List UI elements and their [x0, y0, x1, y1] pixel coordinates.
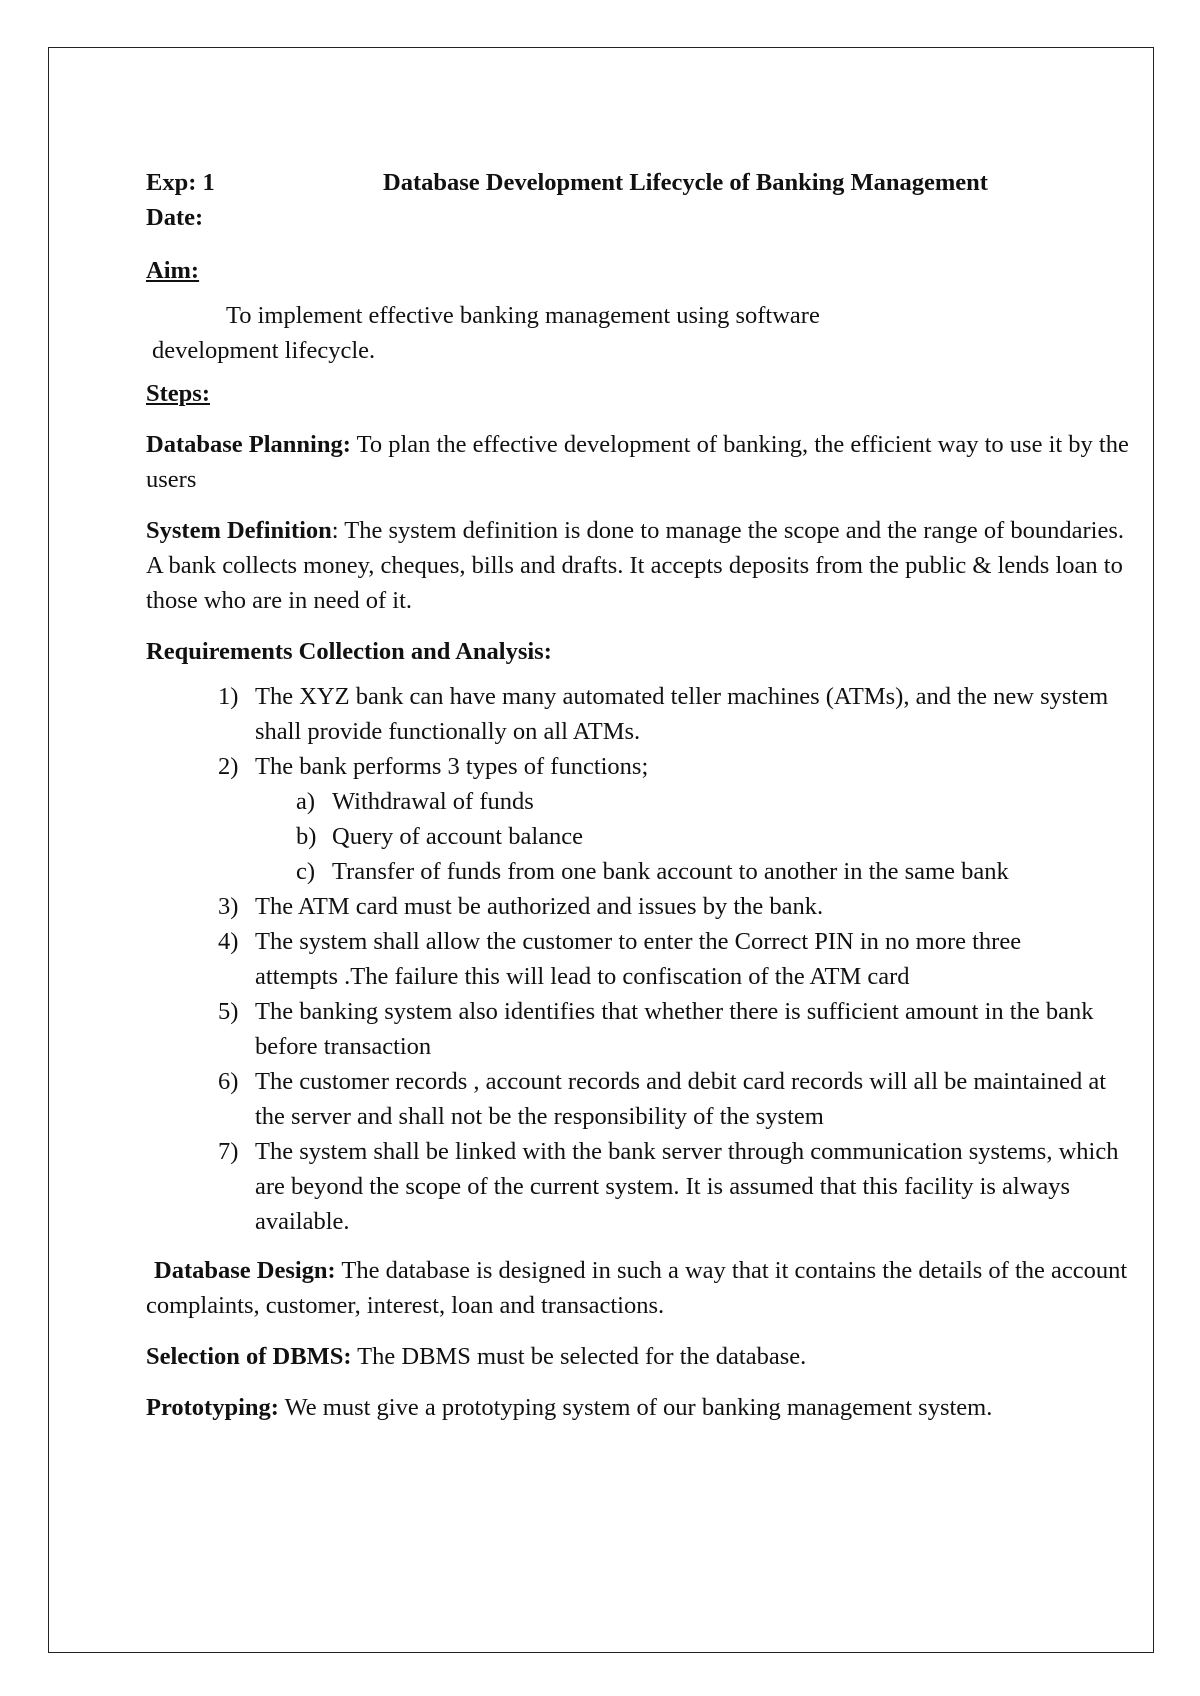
sublist-item-letter: b) — [296, 823, 317, 850]
sublist-item-text: Query of account balance — [332, 823, 583, 850]
sublist-item-text: Withdrawal of funds — [332, 788, 534, 815]
requirements-list — [146, 679, 1136, 1239]
system-definition-label: System Definition — [146, 517, 332, 544]
aim-text — [146, 298, 946, 368]
list-item-number: 1) — [218, 683, 239, 710]
aim-line-1: To implement effective banking management using software — [226, 302, 820, 329]
document-body — [146, 165, 1136, 1425]
sublist-item — [255, 819, 1136, 854]
database-design-label: Database Design: — [154, 1257, 336, 1284]
list-item-number: 4) — [218, 928, 239, 955]
list-item-text: The customer records , account records and debit card records will all be maintained at the server and shall not be the responsibility of the system — [255, 1068, 1107, 1130]
list-item-text: The ATM card must be authorized and issues by the bank. — [255, 893, 824, 920]
dbms-selection-paragraph — [146, 1339, 1136, 1374]
sublist-item-letter: a) — [296, 788, 316, 815]
list-item-number: 6) — [218, 1068, 239, 1095]
sublist-item — [255, 784, 1136, 819]
sublist-item-text: Transfer of funds from one bank account to another in the same bank — [332, 858, 1009, 885]
experiment-header — [146, 165, 1136, 200]
prototyping-text: We must give a prototyping system of our banking management system. — [278, 1394, 993, 1421]
dbms-selection-label: Selection of DBMS: — [146, 1343, 352, 1370]
database-planning-label: Database Planning: — [146, 431, 351, 458]
list-item — [146, 1064, 1136, 1134]
steps-heading: Steps: — [146, 380, 210, 407]
list-item-number: 3) — [218, 893, 239, 920]
date-label: Date: — [146, 204, 204, 231]
aim-heading: Aim: — [146, 257, 200, 284]
dbms-selection-text: The DBMS must be selected for the database. — [351, 1343, 807, 1370]
requirements-heading: Requirements Collection and Analysis: — [146, 638, 552, 665]
sublist-item — [255, 854, 1136, 889]
system-definition-paragraph — [146, 513, 1136, 618]
list-item — [146, 1134, 1136, 1239]
aim-line-2: development lifecycle. — [152, 337, 376, 364]
list-item-body — [255, 749, 1136, 889]
list-item — [146, 994, 1136, 1064]
system-definition-text: : The system definition is done to manage the scope and the range of boundaries. A bank collects money, cheques, bills and drafts. It accepts deposits from the public & lends loan to those who are in need of it. — [146, 517, 1124, 614]
list-item-text: The system shall be linked with the bank server through communication systems, which are beyond the scope of the current system. It is assumed that this facility is always available. — [255, 1138, 1119, 1235]
prototyping-paragraph — [146, 1390, 1136, 1425]
functions-sublist — [255, 784, 1136, 889]
list-item — [146, 924, 1136, 994]
database-design-text: The database is designed in such a way that it contains the details of the account complaints, customer, interest, loan and transactions. — [146, 1257, 1128, 1319]
database-design-paragraph — [146, 1253, 1136, 1323]
list-item-text: The bank performs 3 types of functions; — [255, 753, 649, 780]
list-item — [146, 679, 1136, 749]
list-item — [146, 749, 1136, 889]
document-title: Database Development Lifecycle of Banking Management — [383, 169, 988, 196]
list-item-number: 5) — [218, 998, 239, 1025]
database-planning-text: To plan the effective development of banking, the efficient way to use it by the users — [146, 431, 1129, 493]
database-planning-paragraph — [146, 427, 1136, 497]
list-item-number: 7) — [218, 1138, 239, 1165]
list-item — [146, 889, 1136, 924]
list-item-text: The XYZ bank can have many automated teller machines (ATMs), and the new system shall provide functionally on all ATMs. — [255, 683, 1109, 745]
prototyping-label: Prototyping: — [146, 1394, 279, 1421]
sublist-item-letter: c) — [296, 858, 316, 885]
list-item-text: The system shall allow the customer to enter the Correct PIN in no more three attempts .The failure this will lead to confiscation of the ATM card — [255, 928, 1022, 990]
list-item-text: The banking system also identifies that whether there is sufficient amount in the bank before transaction — [255, 998, 1094, 1060]
list-item-number: 2) — [218, 753, 239, 780]
experiment-number: Exp: 1 — [146, 169, 215, 196]
